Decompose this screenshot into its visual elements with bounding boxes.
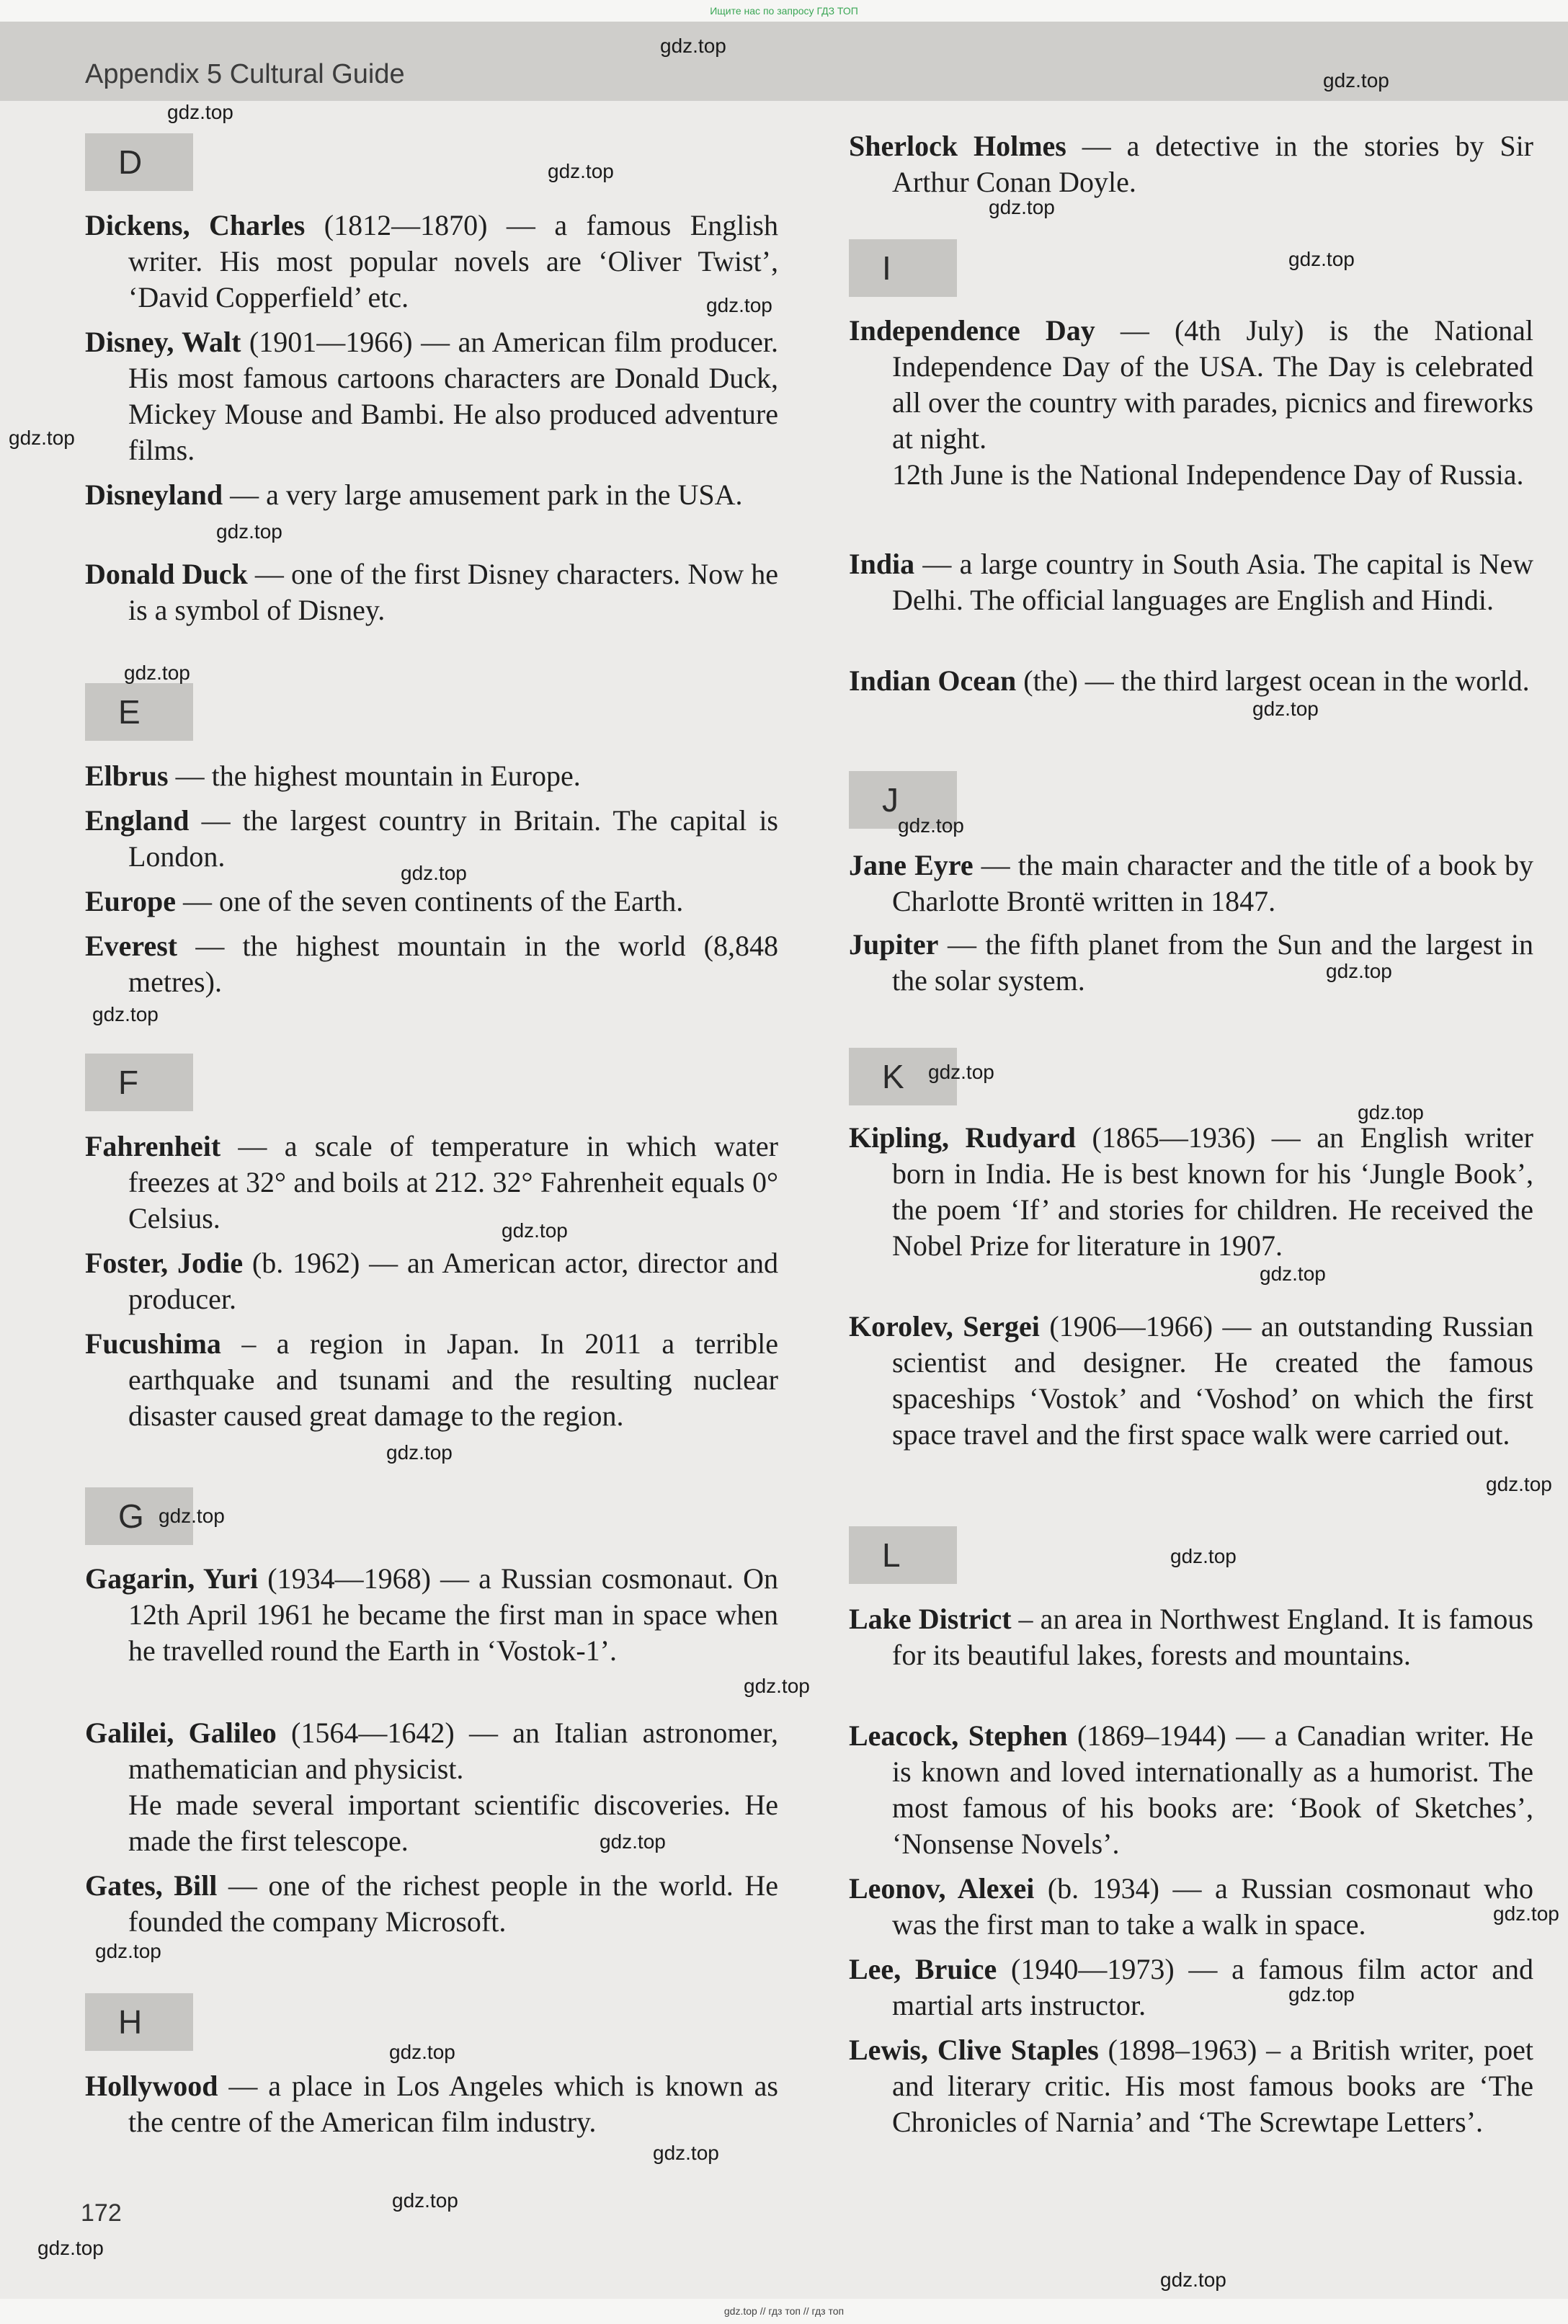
entry-jupiter [849, 927, 1533, 999]
watermark-text: gdz.top [1486, 1473, 1552, 1495]
watermark-text: gdz.top [744, 1675, 810, 1697]
watermark-text: gdz.top [1252, 698, 1319, 720]
section-letter-j: J [849, 771, 957, 829]
entry-term: Lake District [849, 1603, 1012, 1635]
entry-term: Hollywood [85, 2070, 218, 2102]
entry-text: — one of the seven continents of the Earth. [175, 885, 684, 917]
watermark-text: gdz.top [989, 196, 1055, 218]
entry-text: — a large country in South Asia. The capital is New Delhi. The official languages are English and Hindi. [892, 548, 1533, 616]
entry-donald-duck [85, 556, 778, 628]
entry-fucushima [85, 1326, 778, 1434]
entry-term: India [849, 548, 915, 580]
entry-text: — the fifth planet from the Sun and the largest in the solar system. [892, 928, 1533, 997]
watermark-text: gdz.top [548, 160, 614, 182]
watermark-text: gdz.top [1260, 1263, 1326, 1285]
watermark-text: gdz.top [386, 1441, 453, 1464]
entry-term: Lee, Bruice [849, 1953, 997, 1985]
entry-indian-ocean [849, 663, 1533, 699]
entry-text: — (4th July) is the National Independence Day of the USA. The Day is celebrated all over the country with parades, picnics and fireworks at night. [892, 314, 1534, 455]
entry-europe [85, 883, 778, 920]
watermark-text: gdz.top [1170, 1545, 1237, 1567]
entry-term: Leonov, Alexei [849, 1872, 1035, 1905]
watermark-text: gdz.top [1288, 1983, 1355, 2005]
entry-text: (1869–1944) — a Canadian writer. He is known and loved internationally as a humorist. The most famous of his books are: ‘Book of Sketches’, ‘Nonsense Novels’. [892, 1719, 1533, 1860]
entry-text: — a scale of temperature in which water freezes at 32° and boils at 212. 32° Fahrenheit equals 0° Celsius. [128, 1130, 778, 1234]
entry-text: (b. 1962) — an American actor, director and producer. [128, 1247, 778, 1315]
entry-term: Korolev, Sergei [849, 1310, 1040, 1343]
watermark-text: gdz.top [167, 101, 233, 123]
entry-term: Elbrus [85, 760, 169, 792]
entry-text: — the highest mountain in the world (8,848 metres). [128, 930, 778, 998]
entry-dickens [85, 208, 778, 316]
section-letter-l: L [849, 1526, 957, 1584]
entry-text: — a very large amusement park in the USA. [223, 478, 743, 511]
entry-text: — a detective in the stories by Sir Arthur Conan Doyle. [892, 130, 1534, 198]
entry-text: (the) — the third largest ocean in the world. [1016, 664, 1530, 697]
watermark-text: gdz.top [124, 662, 190, 684]
entry-term: Galilei, Galileo [85, 1717, 277, 1749]
entry-lake-district [849, 1601, 1533, 1673]
watermark-text: gdz.top [37, 2237, 104, 2259]
entry-term: Kipling, Rudyard [849, 1121, 1076, 1154]
section-letter-h: H [85, 1993, 193, 2051]
watermark-text: gdz.top [392, 2189, 458, 2212]
entry-text: (1940—1973) — a famous film actor and martial arts instructor. [892, 1953, 1533, 2021]
watermark-text: gdz.top [1323, 69, 1389, 92]
entry-leacock [849, 1718, 1533, 1862]
entry-kipling [849, 1120, 1533, 1264]
entry-extra-text: 12th June is the National Independence Day of Russia. [892, 458, 1524, 491]
entry-text: – an area in Northwest England. It is famous for its beautiful lakes, forests and mountains. [892, 1603, 1533, 1671]
entry-text: – a region in Japan. In 2011 a terrible earthquake and tsunami and the resulting nuclear disaster caused great damage to the region. [128, 1327, 778, 1432]
watermark-text: gdz.top [898, 814, 964, 837]
watermark-text: gdz.top [1326, 960, 1392, 982]
entry-text: (1906—1966) — an outstanding Russian scientist and designer. He created the famous spaceships ‘Vostok’ and ‘Voshod’ on which the first space travel and the first space walk were carried out. [892, 1310, 1533, 1451]
watermark-text: gdz.top [600, 1830, 666, 1853]
watermark-text: gdz.top [502, 1219, 568, 1242]
entry-term: Fahrenheit [85, 1130, 221, 1162]
entry-lee [849, 1951, 1533, 2024]
entry-galilei [85, 1715, 778, 1859]
entry-foster [85, 1245, 778, 1317]
entry-term: Fucushima [85, 1327, 221, 1360]
entry-term: England [85, 804, 190, 837]
section-letter-i: I [849, 239, 957, 297]
entry-term: Leacock, Stephen [849, 1719, 1068, 1752]
entry-gagarin [85, 1561, 778, 1669]
entry-everest [85, 928, 778, 1000]
watermark-text: gdz.top [653, 2142, 719, 2164]
entry-disney [85, 324, 778, 468]
entry-disneyland [85, 477, 778, 513]
entry-term: Jupiter [849, 928, 939, 961]
entry-korolev [849, 1309, 1533, 1453]
entry-jane-eyre [849, 847, 1533, 920]
section-letter-d: D [85, 133, 193, 191]
section-letter-e: E [85, 683, 193, 741]
watermark-text: gdz.top [1288, 248, 1355, 270]
entry-gates [85, 1868, 778, 1940]
entry-text: — the main character and the title of a book by Charlotte Brontë written in 1847. [892, 849, 1533, 917]
entry-sherlock-holmes [849, 128, 1533, 200]
entry-term: Lewis, Clive Staples [849, 2034, 1099, 2066]
watermark-text: gdz.top [216, 520, 282, 543]
watermark-text: gdz.top [95, 1940, 161, 1962]
section-letter-g: G [85, 1487, 193, 1545]
entry-term: Jane Eyre [849, 849, 974, 881]
running-head: Appendix 5 Cultural Guide [85, 59, 405, 89]
entry-term: Indian Ocean [849, 664, 1017, 697]
entry-text: — the highest mountain in Europe. [168, 760, 581, 792]
entry-term: Europe [85, 885, 176, 917]
entry-india [849, 546, 1533, 618]
entry-term: Disneyland [85, 478, 223, 511]
entry-lewis [849, 2032, 1533, 2140]
entry-term: Everest [85, 930, 178, 962]
entry-extra-text: He made several important scientific discoveries. He made the first telescope. [128, 1789, 778, 1857]
watermark-text: gdz.top [1358, 1101, 1424, 1123]
entry-term: Independence Day [849, 314, 1095, 347]
entry-text: (1898–1963) – a British writer, poet and literary critic. His most famous books are ‘The Chronicles of Narnia’ and ‘The Screwtape Letters’. [892, 2034, 1533, 2138]
entry-term: Dickens, Charles [85, 209, 306, 241]
watermark-text: gdz.top [1160, 2269, 1226, 2291]
bottom-banner: gdz.top // гдз топ // гдз топ [0, 2299, 1568, 2324]
top-banner: Ищите нас по запросу ГДЗ ТОП [0, 0, 1568, 22]
watermark-text: gdz.top [9, 427, 75, 449]
watermark-text: gdz.top [1493, 1902, 1559, 1925]
entry-independence-day [849, 313, 1533, 493]
entry-term: Disney, Walt [85, 326, 241, 358]
section-letter-f: F [85, 1054, 193, 1111]
entry-text: — one of the richest people in the world. He founded the company Microsoft. [128, 1869, 778, 1938]
entry-term: Donald Duck [85, 558, 248, 590]
section-letter-k: K [849, 1048, 957, 1105]
watermark-text: gdz.top [928, 1061, 994, 1083]
entry-text: (1564—1642) — an Italian astronomer, mathematician and physicist. [128, 1717, 779, 1785]
watermark-text: gdz.top [92, 1003, 159, 1025]
entry-text: — the largest country in Britain. The capital is London. [128, 804, 778, 873]
entry-text: (1934—1968) — a Russian cosmonaut. On 12th April 1961 he became the first man in space when he travelled round the Earth in ‘Vostok-1’. [128, 1562, 778, 1667]
entry-term: Foster, Jodie [85, 1247, 244, 1279]
entry-text: (1865—1936) — an English writer born in India. He is best known for his ‘Jungle Book’, the poem ‘If’ and stories for children. He received the Nobel Prize for literature in 1907. [892, 1121, 1533, 1262]
watermark-text: gdz.top [660, 35, 726, 57]
watermark-text: gdz.top [389, 2041, 455, 2063]
entry-text: (1812—1870) — a famous English writer. His most popular novels are ‘Oliver Twist’, ‘David Copperfield’ etc. [128, 209, 778, 313]
entry-text: — one of the first Disney characters. Now he is a symbol of Disney. [128, 558, 779, 626]
entry-text: (1901—1966) — an American film producer. His most famous cartoons characters are Donald Duck, Mickey Mouse and Bambi. He also produced adventure films. [128, 326, 778, 466]
watermark-text: gdz.top [401, 862, 467, 884]
page-number: 172 [81, 2199, 122, 2227]
entry-elbrus [85, 758, 778, 794]
entry-text: (b. 1934) — a Russian cosmonaut who was the first man to take a walk in space. [892, 1872, 1533, 1941]
entry-term: Gates, Bill [85, 1869, 218, 1902]
entry-hollywood [85, 2068, 778, 2140]
entry-term: Gagarin, Yuri [85, 1562, 259, 1595]
entry-text: — a place in Los Angeles which is known as the centre of the American film industry. [128, 2070, 778, 2138]
entry-term: Sherlock Holmes [849, 130, 1066, 162]
watermark-text: gdz.top [706, 294, 772, 316]
watermark-text: gdz.top [159, 1505, 225, 1527]
entry-fahrenheit [85, 1128, 778, 1237]
entry-leonov [849, 1871, 1533, 1943]
